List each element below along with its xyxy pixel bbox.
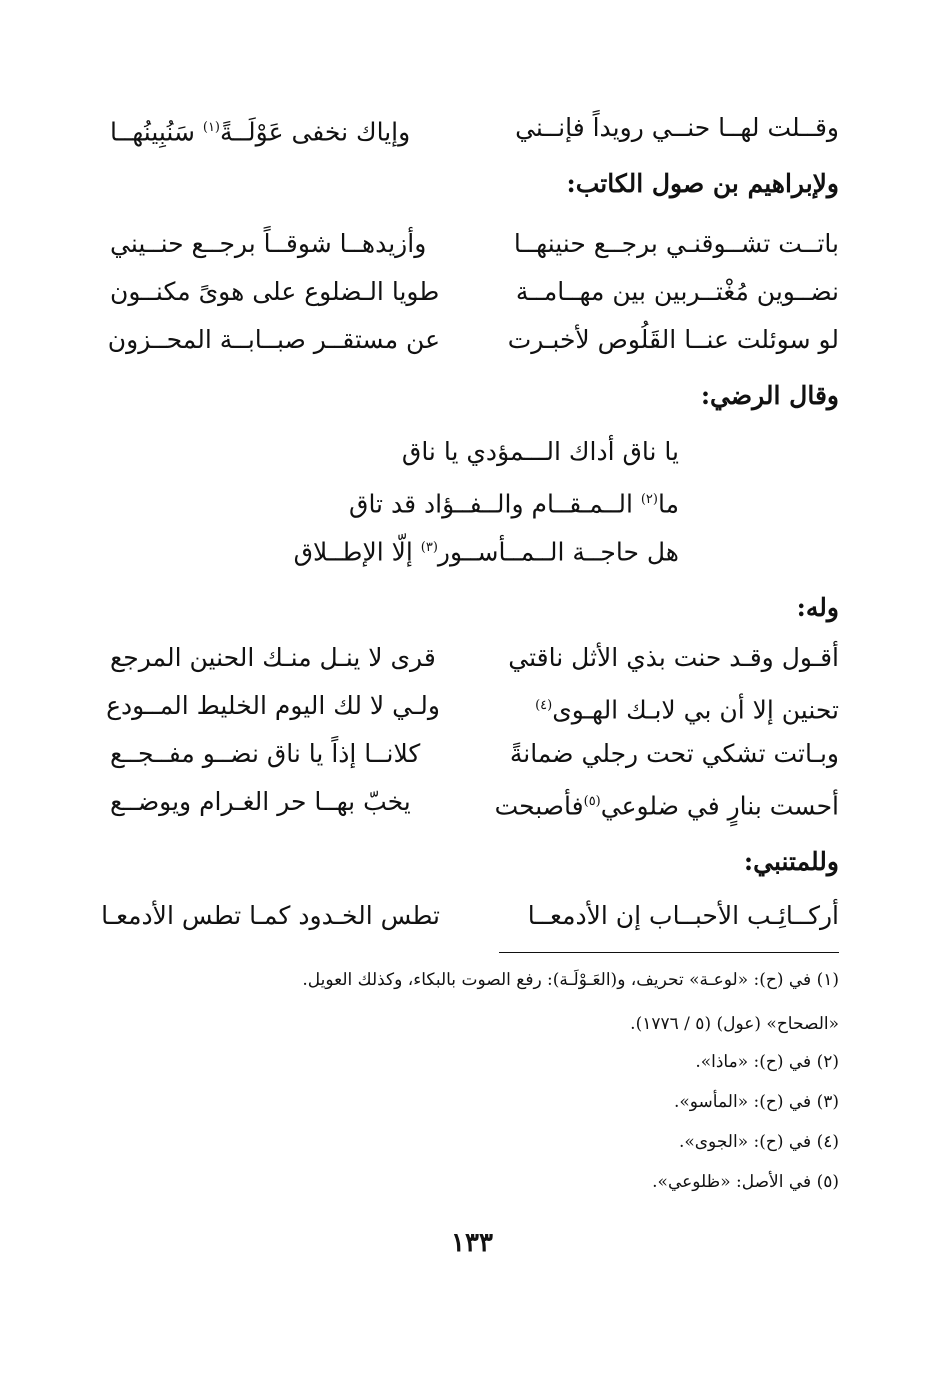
verse-right-hemistich: أركــائِـب الأحبــاب إن الأدمعــا [527, 901, 839, 930]
verse-line [110, 104, 839, 152]
section-heading: وله: [796, 593, 839, 622]
verse-right-hemistich: لو سوئلت عنــا القَلُوص لأخبـرت [507, 325, 839, 354]
verse-right-hemistich: أقـول وقـد حنت بذي الأثل ناقتي [508, 643, 839, 672]
verse-right-hemistich: تحنين إلا أن بي لابـك الهـوى$^{(٤)}$ [535, 695, 839, 725]
verse-left-hemistich: عن مستقــر صبــابــة المحــزون [107, 325, 440, 354]
verse-right-hemistich: وقــلت لهــا حنــي رويداً فإنــني [515, 113, 839, 142]
single-verse-line: يا ناق أداك الـــمؤدي يا ناق [401, 437, 679, 466]
verse-line [110, 220, 839, 268]
verse-line [110, 634, 839, 682]
footnote-marker[interactable]: (٢) [640, 492, 658, 507]
footnote: (٥) في الأصل: «ظلوعي». [652, 1172, 839, 1192]
footnote-marker[interactable]: (٤) [535, 698, 553, 713]
verse-line [110, 268, 839, 316]
verse-right-hemistich: نضــوين مُغْتــربين بين مهــامــة [515, 277, 839, 306]
verse-left-hemistich: تطس الخـدود كمـا تطس الأدمعـا [101, 901, 440, 930]
verse-line [110, 778, 839, 826]
footnote: (١) في (ح): «لوعـة» تحريف، و(العَـوْلَـة): رفع الصوت بالبكاء، وكذلك العويل. [302, 970, 839, 990]
footnote: (٢) في (ح): «ماذا». [695, 1052, 839, 1072]
single-verse-line: هل حاجــة الــمــأســور$^{(٣)}$ إلّا الإطــلاق [293, 537, 679, 567]
footnote-marker[interactable]: (٥) [583, 794, 601, 809]
section-heading: ولإبراهيم بن صول الكاتب: [566, 169, 839, 198]
footnote: (٤) في (ح): «الجوى». [678, 1132, 839, 1152]
verse-left-hemistich: يخبّ بهــا حر الغـرام ويوضــع [110, 787, 411, 816]
footnote: (٣) في (ح): «المأسو». [673, 1092, 839, 1112]
verse-line [106, 682, 839, 730]
section-heading: وللمتنبي: [743, 847, 839, 876]
verse-left-hemistich: طويا الـضلوع على هوىً مكنــون [110, 277, 440, 306]
verse-left-hemistich: قرى لا ينـل منـك الحنين المرجع [110, 643, 436, 672]
verse-left-hemistich: كلانــا إذاً يا ناق نضــو مفــجــع [110, 739, 421, 768]
verse-line [110, 730, 839, 778]
footnote-marker[interactable]: (٣) [420, 540, 438, 555]
section-heading: وقال الرضي: [700, 381, 839, 410]
page-number: ١٣٣ [451, 1228, 493, 1258]
verse-left-hemistich: وأزيدهــا شوقــاً برجــع حنــيني [110, 229, 427, 258]
single-verse-line: ما$^{(٢)}$ الــمـقــام والــفــؤاد قد تاق [349, 489, 679, 519]
verse-line [101, 892, 839, 940]
verse-left-hemistich: وإياك نخفى عَوْلَــةً$^{(١)}$ سَنُبِينُهــا [110, 117, 411, 147]
footnote-separator [499, 952, 839, 953]
footnote: «الصحاح» (عول) (٥ / ١٧٧٦). [630, 1014, 839, 1034]
verse-line [107, 316, 839, 364]
verse-right-hemistich: وبـاتت تشكي تحت رجلي ضمانةً [509, 739, 839, 768]
verse-right-hemistich: باتــت تشــوقنـي برجــع حنينهــا [513, 229, 839, 258]
verse-right-hemistich: أحست بنارٍ في ضلوعي$^{(٥)}$فأصبحت [494, 791, 839, 821]
verse-left-hemistich: ولـي لا لك اليوم الخليط المــودع [106, 691, 440, 720]
footnote-marker[interactable]: (١) [202, 120, 220, 135]
